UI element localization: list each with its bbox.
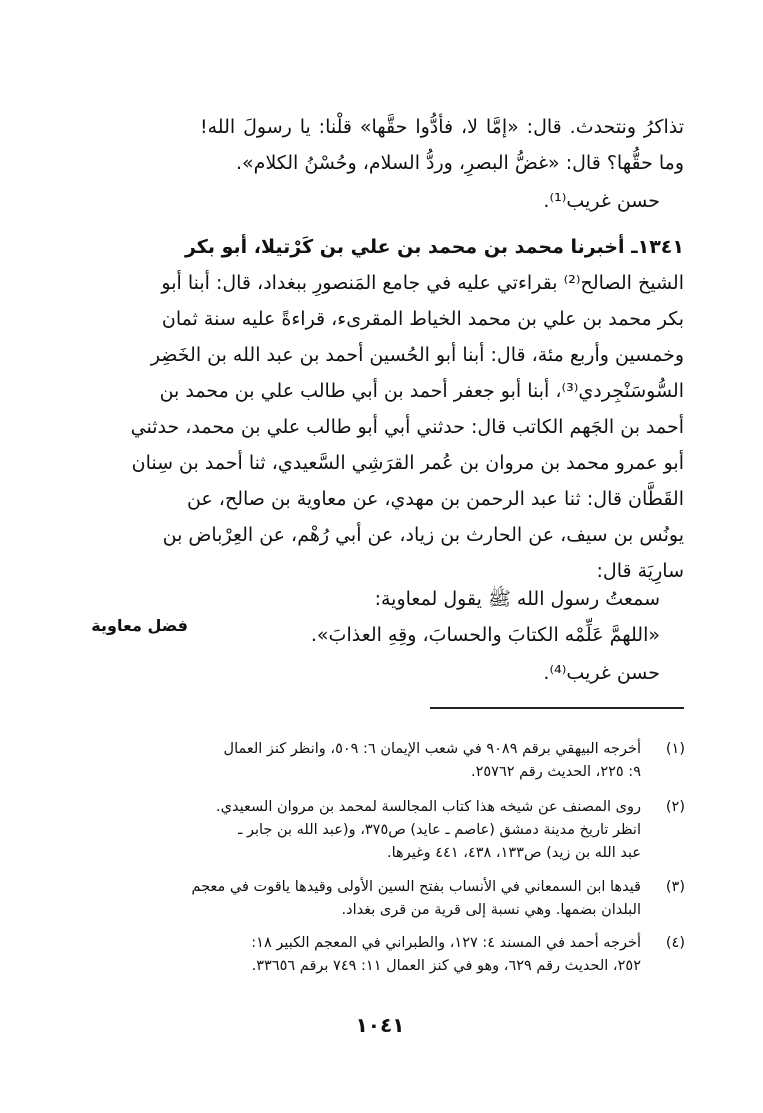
footnote-number: (٤) xyxy=(665,935,685,951)
margin-note: فضل معاوية xyxy=(91,616,188,635)
page-number: ١٠٤١ xyxy=(355,1013,405,1037)
footnote xyxy=(195,738,685,784)
body-line: أبو عمرو محمد بن مروان بن عُمر القرَشِي السَّعيدي، ثنا أحمد بن سِنان xyxy=(131,452,684,474)
footnote-line: قيدها ابن السمعاني في الأنساب بفتح السين الأولى وقيدها ياقوت في معجم xyxy=(191,879,641,895)
footnote-number: (٣) xyxy=(665,879,685,895)
footnote xyxy=(195,796,685,865)
body-line: أحمد بن الجَهم الكاتب قال: حدثني أبي أبو طالب علي بن محمد، حدثني xyxy=(130,416,684,438)
footnote-line: ٩: ٢٢٥، الحديث رقم ٢٥٧٦٢. xyxy=(470,764,641,780)
body-line: الشيخ الصالح⁽²⁾ بقراءتي عليه في جامع المَنصورِ ببغداد، قال: أبنا أبو xyxy=(161,272,684,294)
footnote-line: انظر تاريخ مدينة دمشق (عاصم ـ عايد) ص٣٧٥، و(عبد الله بن جابر ـ xyxy=(238,822,641,838)
body-line: سمعتُ رسول الله ﷺ يقول لمعاوية: xyxy=(374,588,660,610)
footnote xyxy=(195,932,685,978)
body-line: «اللهمَّ عَلِّمْه الكتابَ والحسابَ، وقِهِ العذابَ». xyxy=(310,624,660,646)
hadith-heading-line: ١٣٤١ـ أخبرنا محمد بن محمد بن علي بن كَرْتيلا، أبو بكر xyxy=(184,236,684,258)
body-line: تذاكرُ ونتحدث. قال: «إمَّا لا، فأدُّوا حقَّها» قلْنا: يا رسولَ الله! xyxy=(200,116,684,138)
footnote xyxy=(191,876,685,922)
footnote-line: أخرجه أحمد في المسند ٤: ١٢٧، والطبراني في المعجم الكبير ١٨: xyxy=(251,935,641,951)
footnote-line: أخرجه البيهقي برقم ٩٠٨٩ في شعب الإيمان ٦: ٥٠٩، وانظر كنز العمال xyxy=(223,741,641,757)
footnote-line: ٢٥٢، الحديث رقم ٦٢٩، وهو في كنز العمال ١١: ٧٤٩ برقم ٣٣٦٥٦. xyxy=(251,958,641,974)
footnote-line: روى المصنف عن شيخه هذا كتاب المجالسة لمحمد بن مروان السعيدي. xyxy=(216,799,641,815)
body-line: بكر محمد بن علي بن محمد الخياط المقرىء، قراءةً عليه سنة ثمان xyxy=(161,308,684,330)
body-line: حسن غريب⁽¹⁾. xyxy=(543,190,660,212)
body-line: سارِيَة قال: xyxy=(596,560,684,582)
footnote-separator xyxy=(430,707,684,709)
footnote-number: (١) xyxy=(665,741,685,757)
body-line: وخمسين وأربع مئة، قال: أبنا أبو الحُسين أحمد بن عبد الله بن الخَضِر xyxy=(150,344,684,366)
body-line: السُّوسَنْجِردي⁽³⁾، أبنا أبو جعفر أحمد بن أبي طالب علي بن محمد بن xyxy=(159,380,684,402)
footnote-number: (٢) xyxy=(665,799,685,815)
body-line: وما حقُّها؟ قال: «غضُّ البصرِ، وردُّ السلام، وحُسْنُ الكلام». xyxy=(236,152,684,174)
body-line: يونُس بن سيف، عن الحارث بن زياد، عن أبي رُهْم، عن العِرْباض بن xyxy=(162,524,684,546)
footnote-line: البلدان بضمها. وهي نسبة إلى قرية من قرى بغداد. xyxy=(341,902,641,918)
body-line: حسن غريب⁽⁴⁾. xyxy=(543,662,660,684)
footnote-line: عبد الله بن زيد) ص١٣٣، ٤٣٨، ٤٤١ وغيرها. xyxy=(387,845,641,861)
body-line: القَطَّان قال: ثنا عبد الرحمن بن مهدي، عن معاوية بن صالح، عن xyxy=(186,488,684,510)
